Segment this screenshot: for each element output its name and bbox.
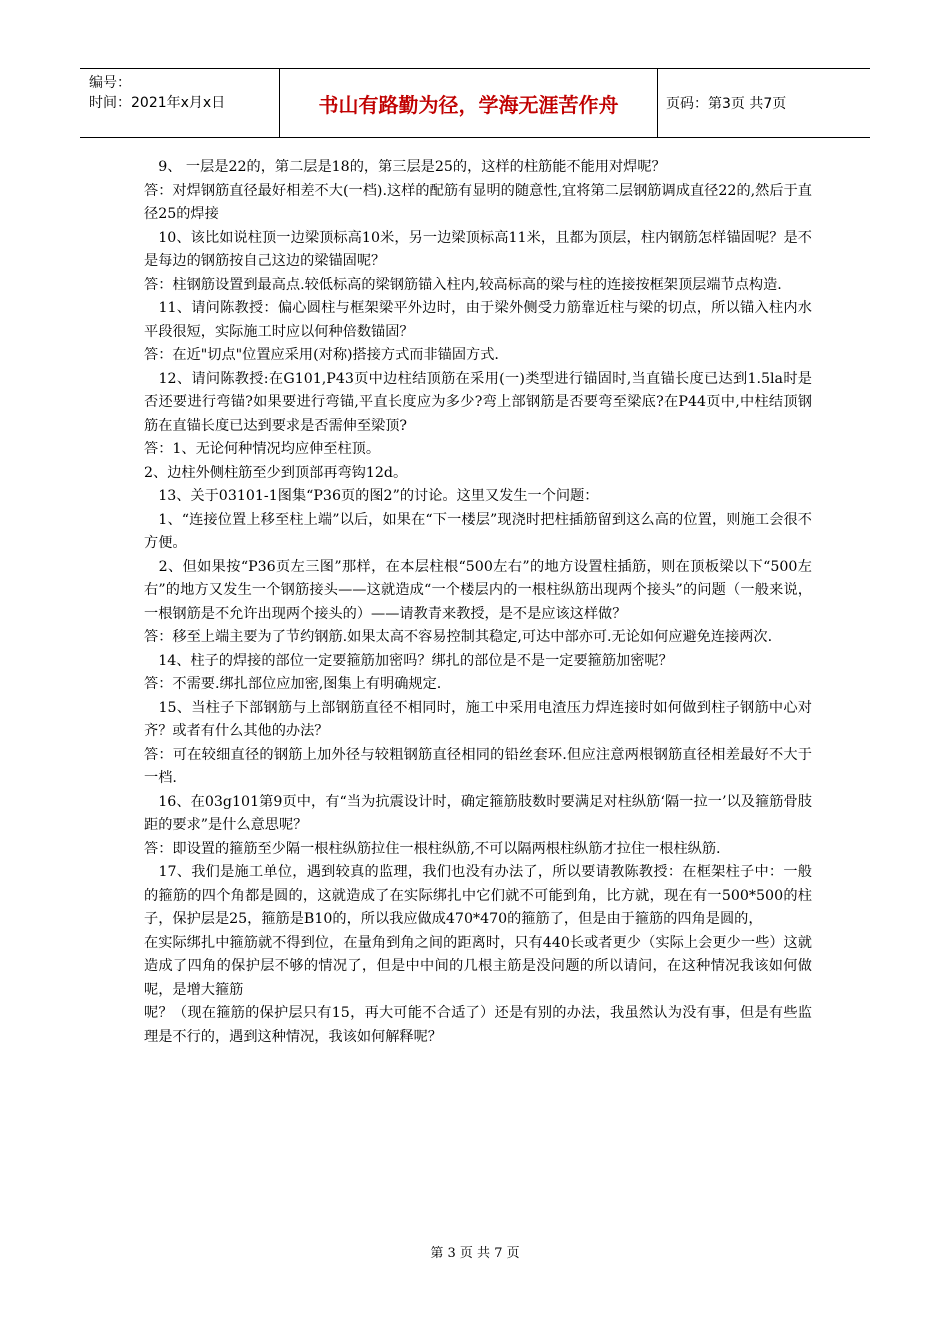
paragraph: 15、当柱子下部钢筋与上部钢筋直径不相同时，施工中采用电渣压力焊连接时如何做到柱子钢筋中心对齐？或者有什么其他的办法？ — [144, 699, 812, 739]
paragraph: 答：对焊钢筋直径最好相差不大(一档).这样的配筋有显明的随意性,宜将第二层钢筋调成直径22的,然后于直径25的焊接 — [144, 182, 812, 222]
paragraph: 11、请问陈教授：偏心圆柱与框架梁平外边时，由于梁外侧受力筋靠近柱与梁的切点，所以锚入柱内水平段很短，实际施工时应以何种倍数锚固？ — [144, 300, 812, 340]
paragraph: 14、柱子的焊接的部位一定要箍筋加密吗？绑扎的部位是不是一定要箍筋加密呢？ — [144, 652, 673, 669]
paragraph: 答：移至上端主要为了节约钢筋.如果太高不容易控制其稳定,可达中部亦可.无论如何应避免连接两次. — [144, 629, 773, 645]
paragraph: 10、该比如说柱顶一边梁顶标高10米，另一边梁顶标高11米，且都为顶层，柱内钢筋怎样锚固呢？是不是每边的钢筋按自己这边的梁锚固呢？ — [144, 229, 812, 269]
document-time-label: 时间：2021年x月x日 — [89, 95, 226, 111]
paragraph: 呢？（现在箍筋的保护层只有15，再大可能不合适了）还是有别的办法，我虽然认为没有事，但是有些监理是不行的，遇到这种情况，我该如何解释呢？ — [144, 1005, 812, 1045]
document-number-label: 编号： — [89, 75, 131, 91]
page-footer: 第 3 页 共 7 页 — [430, 1246, 520, 1261]
paragraph: 17、我们是施工单位，遇到较真的监理，我们也没有办法了，所以要请教陈教授：在框架柱子中：一般的箍筋的四个角都是圆的，这就造成了在实际绑扎中它们就不可能到角，比方就，现在有一500*500的柱子，保护层是25，箍筋是B10的，所以我应做成470*470的箍筋了，但是由于箍筋的四角是圆的， — [144, 864, 812, 927]
document-body — [144, 156, 812, 1049]
paragraph: 9、 一层是22的，第二层是18的，第三层是25的，这样的柱筋能不能用对焊呢？ — [144, 159, 666, 175]
paragraph: 在实际绑扎中箍筋就不得到位，在量角到角之间的距离时，只有440长或者更少（实际上会更少一些）这就造成了四角的保护层不够的情况了，但是中中间的几根主筋是没问题的所以请问，在这种情况我该如何做呢，是增大箍筋 — [144, 934, 812, 998]
paragraph: 1、“连接位置上移至柱上端”以后，如果在“下一楼层”现浇时把柱插筋留到这么高的位置，则施工会很不方便。 — [144, 511, 812, 551]
page-header — [80, 68, 870, 138]
paragraph: 答：不需要.绑扎部位应加密,图集上有明确规定. — [144, 676, 442, 692]
paragraph: 答：柱钢筋设置到最高点.较低标高的梁钢筋锚入柱内,较高标高的梁与柱的连接按框架顶层端节点构造. — [144, 276, 782, 293]
paragraph: 12、请问陈教授:在G101,P43页中边柱结顶筋在采用(一)类型进行锚固时,当直锚长度已达到1.5la时是否还要进行弯锚?如果要进行弯锚,平直长度应为多少?弯上部钢筋是否要弯至梁底?在P44页中,中柱结顶钢筋在直锚长度已达到要求是否需伸至梁顶? — [144, 370, 812, 434]
header-info-cell — [80, 69, 280, 137]
paragraph: 答：在近"切点"位置应采用(对称)搭接方式而非锚固方式. — [144, 347, 499, 363]
paragraph: 2、边柱外侧柱筋至少到顶部再弯钩12d。 — [144, 464, 408, 481]
header-motto: 书山有路勤为径，学海无涯苦作舟 — [280, 69, 658, 137]
paragraph: 2、但如果按“P36页左三图”那样，在本层柱根“500左右”的地方设置柱插筋，则在顶板梁以下“500左右”的地方又发生一个钢筋接头——这就造成“一个楼层内的一根柱纵筋出现两个接头”的问题（一般来说，一根钢筋是不允许出现两个接头的）——请教青来教授，是不是应该这样做？ — [144, 558, 812, 622]
header-page-label: 页码：第3页 共7页 — [666, 96, 787, 112]
paragraph: 13、关于03101-1图集“P36页的图2”的讨论。这里又发生一个问题： — [144, 488, 599, 504]
paragraph: 答：即设置的箍筋至少隔一根柱纵筋拉住一根柱纵筋,不可以隔两根柱纵筋才拉住一根柱纵筋. — [144, 840, 721, 857]
paragraph: 答：可在较细直径的钢筋上加外径与较粗钢筋直径相同的铅丝套环.但应注意两根钢筋直径相差最好不大于一档. — [144, 746, 812, 786]
paragraph: 16、在03g101第9页中，有“当为抗震设计时，确定箍筋肢数时要满足对柱纵筋‘隔一拉一’以及箍筋骨肢距的要求”是什么意思呢？ — [144, 793, 812, 833]
paragraph: 答：1、无论何种情况均应伸至柱顶。 — [144, 441, 381, 457]
